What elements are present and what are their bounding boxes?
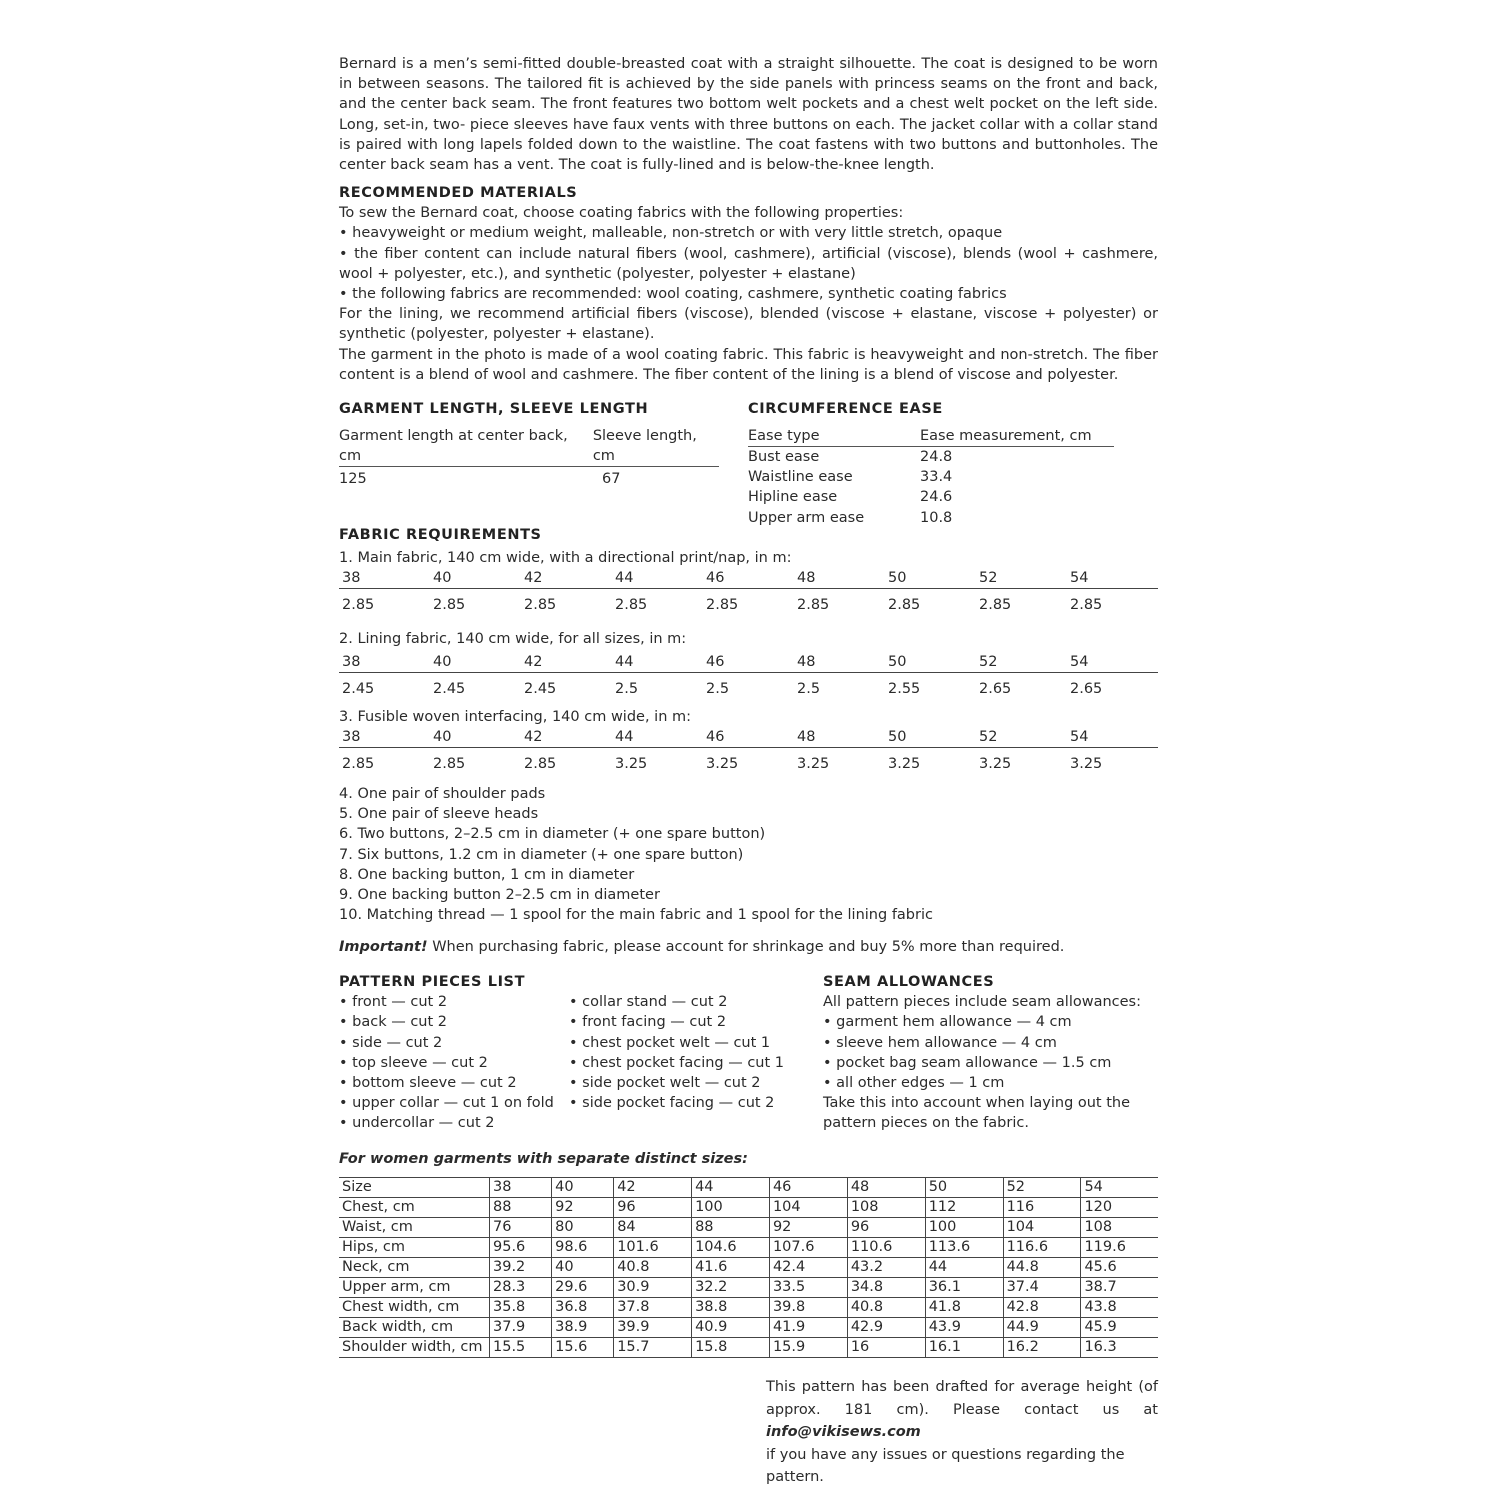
ease-row — [748, 467, 1158, 487]
size-cell: 44 — [615, 729, 634, 745]
size-chart-cell: 28.3 — [490, 1278, 552, 1298]
size-chart-cell: 16.2 — [1003, 1338, 1081, 1358]
important-label: Important! — [339, 939, 428, 955]
contact-email-link[interactable]: info@vikisews.com — [766, 1424, 921, 1441]
size-chart-cell: 54 — [1081, 1178, 1158, 1198]
seam-line: pattern pieces on the fabric. — [823, 1115, 1029, 1132]
garment-length-row — [339, 469, 719, 489]
size-cell: 48 — [797, 729, 816, 745]
value-cell: 3.25 — [1070, 756, 1103, 772]
pattern-piece: • side — cut 2 — [339, 1034, 443, 1051]
size-chart-cell: 16 — [847, 1338, 925, 1358]
fabric-section — [339, 525, 1158, 774]
ease-value: 24.6 — [920, 489, 953, 506]
size-chart-label: Size — [339, 1178, 490, 1198]
pattern-piece: • side pocket welt — cut 2 — [569, 1075, 761, 1092]
seam-line: • garment hem allowance — 4 cm — [823, 1014, 1072, 1031]
pattern-piece: • top sleeve — cut 2 — [339, 1054, 488, 1071]
size-chart-cell: 92 — [769, 1218, 847, 1238]
ease-heading: CIRCUMFERENCE EASE — [748, 401, 943, 417]
size-chart-cell: 15.6 — [552, 1338, 614, 1358]
pattern-pieces-col2 — [569, 992, 784, 1133]
size-cell: 50 — [888, 654, 907, 670]
notion-item: 6. Two buttons, 2–2.5 cm in diameter (+ one spare button) — [339, 826, 766, 843]
size-chart-cell: 38.7 — [1081, 1278, 1158, 1298]
size-chart-label: Waist, cm — [339, 1218, 490, 1238]
materials-line: To sew the Bernard coat, choose coating fabrics with the following properties: — [339, 205, 904, 222]
size-cell: 46 — [706, 654, 725, 670]
size-chart-cell: 41.8 — [925, 1298, 1003, 1318]
ease-row — [748, 487, 1158, 507]
size-cell: 42 — [524, 570, 543, 586]
value-cell: 2.85 — [433, 756, 466, 772]
garment-length-section — [339, 399, 719, 489]
size-chart-cell: 112 — [925, 1198, 1003, 1218]
garment-length-heading: GARMENT LENGTH, SLEEVE LENGTH — [339, 401, 649, 417]
footer-line: if you have any issues or questions regarding the pattern. — [766, 1446, 1125, 1486]
value-cell: 2.5 — [706, 681, 730, 697]
fabric-sizes-row — [339, 727, 1158, 748]
size-chart-cell: 98.6 — [552, 1238, 614, 1258]
size-chart-row — [339, 1178, 1158, 1198]
size-chart-label: Upper arm, cm — [339, 1278, 490, 1298]
size-chart-cell: 38.9 — [552, 1318, 614, 1338]
pattern-piece: • front — cut 2 — [339, 994, 448, 1011]
size-chart-cell: 104 — [1003, 1218, 1081, 1238]
value-cell: 2.65 — [1070, 681, 1103, 697]
pattern-pieces-col1 — [339, 992, 569, 1133]
pattern-pieces-heading: PATTERN PIECES LIST — [339, 974, 526, 990]
value-cell: 2.65 — [979, 681, 1012, 697]
sleeve-length-col: Sleeve length, cm — [592, 428, 697, 464]
size-chart-cell: 44.8 — [1003, 1258, 1081, 1278]
size-chart-label: Shoulder width, cm — [339, 1338, 490, 1358]
size-chart-cell: 39.8 — [769, 1298, 847, 1318]
size-chart-cell: 42 — [614, 1178, 692, 1198]
size-chart-cell: 36.1 — [925, 1278, 1003, 1298]
value-cell: 2.85 — [433, 597, 466, 613]
footer-line: This pattern has been drafted for average height (of — [766, 1379, 1158, 1395]
fabric-group-title: 3. Fusible woven interfacing, 140 cm wide, in m: — [339, 709, 692, 725]
ease-measure-col: Ease measurement, cm — [920, 428, 1092, 444]
size-chart-cell: 40 — [552, 1178, 614, 1198]
size-chart-label: Chest width, cm — [339, 1298, 490, 1318]
size-chart-cell: 36.8 — [552, 1298, 614, 1318]
size-chart-cell: 35.8 — [490, 1298, 552, 1318]
value-cell: 3.25 — [979, 756, 1012, 772]
value-cell: 3.25 — [797, 756, 830, 772]
fabric-heading: FABRIC REQUIREMENTS — [339, 527, 542, 543]
size-chart-cell: 95.6 — [490, 1238, 552, 1258]
size-chart-cell: 101.6 — [614, 1238, 692, 1258]
size-chart-label: Hips, cm — [339, 1238, 490, 1258]
size-chart-cell: 92 — [552, 1198, 614, 1218]
size-cell: 42 — [524, 729, 543, 745]
important-text: When purchasing fabric, please account for shrinkage and buy 5% more than required. — [427, 939, 1065, 955]
value-cell: 2.5 — [615, 681, 639, 697]
size-chart-cell: 29.6 — [552, 1278, 614, 1298]
size-chart-cell: 37.4 — [1003, 1278, 1081, 1298]
size-cell: 50 — [888, 729, 907, 745]
pattern-piece: • chest pocket facing — cut 1 — [569, 1054, 785, 1071]
notion-item: 10. Matching thread — 1 spool for the main fabric and 1 spool for the lining fabric — [339, 907, 933, 924]
size-cell: 38 — [342, 654, 361, 670]
size-chart-cell: 96 — [614, 1198, 692, 1218]
size-chart-label: Back width, cm — [339, 1318, 490, 1338]
intro-paragraph: Bernard is a men’s semi-fitted double-breasted coat with a straight silhouette. The coat is designed to be worn in between seasons. The tailored fit is achieved by the side panels with princess seams on the front and back, and the center back seam. The front features two bottom welt pockets and a chest welt pocket on the left side. Long, set-in, two- piece sleeves have faux vents with three buttons on each. The jacket collar with a collar stand is paired with long lapels folded down to the waistline. The coat fastens with two buttons and buttonholes. The center back seam has a vent. The coat is fully-lined and is below-the-knee length. — [339, 56, 1158, 174]
value-cell: 3.25 — [706, 756, 739, 772]
size-chart-heading: For women garments with separate distinct sizes: — [339, 1151, 748, 1167]
materials-line: The garment in the photo is made of a wool coating fabric. This fabric is heavyweight and non-stretch. The fiber content is a blend of wool and cashmere. The fiber content of the lining is a blend of viscose and polyester. — [339, 346, 1158, 383]
size-chart-cell: 76 — [490, 1218, 552, 1238]
notion-item: 7. Six buttons, 1.2 cm in diameter (+ one spare button) — [339, 846, 744, 863]
size-cell: 52 — [979, 570, 998, 586]
value-cell: 2.85 — [1070, 597, 1103, 613]
pattern-piece: • front facing — cut 2 — [569, 1014, 727, 1031]
size-chart-cell: 80 — [552, 1218, 614, 1238]
size-chart-table — [339, 1177, 1158, 1358]
size-chart-cell: 113.6 — [925, 1238, 1003, 1258]
size-cell: 40 — [433, 570, 452, 586]
size-chart-cell: 50 — [925, 1178, 1003, 1198]
size-cell: 40 — [433, 729, 452, 745]
fabric-values-row — [339, 595, 1158, 615]
ease-row — [748, 447, 1158, 467]
size-chart-cell: 100 — [925, 1218, 1003, 1238]
size-chart-cell: 104 — [769, 1198, 847, 1218]
sleeve-length-value: 67 — [602, 471, 621, 487]
footer-text: approx. 181 cm). Please contact us at — [766, 1401, 1158, 1418]
notion-item: 8. One backing button, 1 cm in diameter — [339, 866, 635, 883]
materials-line: • the following fabrics are recommended: wool coating, cashmere, synthetic coating fabrics — [339, 286, 1007, 303]
size-chart-row — [339, 1338, 1158, 1358]
size-chart-row — [339, 1238, 1158, 1258]
size-chart-cell: 37.8 — [614, 1298, 692, 1318]
size-chart-cell: 43.2 — [847, 1258, 925, 1278]
size-chart-cell: 15.9 — [769, 1338, 847, 1358]
size-chart-cell: 40.8 — [614, 1258, 692, 1278]
fabric-group-title: 2. Lining fabric, 140 cm wide, for all sizes, in m: — [339, 631, 687, 647]
size-chart-cell: 52 — [1003, 1178, 1081, 1198]
value-cell: 2.85 — [524, 597, 557, 613]
size-chart-cell: 32.2 — [692, 1278, 770, 1298]
pattern-piece: • undercollar — cut 2 — [339, 1115, 495, 1132]
pattern-piece: • collar stand — cut 2 — [569, 994, 728, 1011]
size-chart-cell: 116.6 — [1003, 1238, 1081, 1258]
size-chart-cell: 40 — [552, 1258, 614, 1278]
size-cell: 38 — [342, 570, 361, 586]
size-cell: 54 — [1070, 729, 1089, 745]
footer-line — [766, 1399, 1158, 1444]
value-cell: 2.85 — [342, 756, 375, 772]
size-cell: 40 — [433, 654, 452, 670]
ease-type: Upper arm ease — [748, 509, 865, 526]
size-chart-cell: 104.6 — [692, 1238, 770, 1258]
size-chart-cell: 46 — [769, 1178, 847, 1198]
size-chart-cell: 40.8 — [847, 1298, 925, 1318]
size-chart-cell: 42.4 — [769, 1258, 847, 1278]
size-chart-cell: 15.7 — [614, 1338, 692, 1358]
important-note — [339, 937, 1158, 957]
size-cell: 46 — [706, 729, 725, 745]
size-chart-cell: 45.9 — [1081, 1318, 1158, 1338]
size-cell: 54 — [1070, 570, 1089, 586]
size-chart-cell: 116 — [1003, 1198, 1081, 1218]
size-chart-row — [339, 1198, 1158, 1218]
size-chart-cell: 15.8 — [692, 1338, 770, 1358]
ease-value: 33.4 — [920, 469, 953, 486]
size-chart-section — [339, 1149, 1158, 1358]
size-chart-cell: 119.6 — [1081, 1238, 1158, 1258]
seam-section — [823, 972, 1158, 1134]
seam-heading: SEAM ALLOWANCES — [823, 974, 995, 990]
size-chart-cell: 88 — [490, 1198, 552, 1218]
size-cell: 52 — [979, 654, 998, 670]
value-cell: 2.55 — [888, 681, 921, 697]
seam-line: Take this into account when laying out the — [823, 1095, 1131, 1112]
ease-header — [748, 426, 1114, 447]
size-chart-cell: 100 — [692, 1198, 770, 1218]
materials-line: For the lining, we recommend artificial fibers (viscose), blended (viscose + elastane, viscose + polyester) or synthetic (polyester, polyester + elastane). — [339, 306, 1158, 343]
size-chart-row — [339, 1298, 1158, 1318]
size-chart-cell: 39.9 — [614, 1318, 692, 1338]
size-chart-cell: 16.1 — [925, 1338, 1003, 1358]
size-chart-cell: 108 — [1081, 1218, 1158, 1238]
value-cell: 2.85 — [524, 756, 557, 772]
fabric-sizes-row — [339, 568, 1158, 589]
ease-type: Waistline ease — [748, 469, 853, 486]
size-chart-cell: 110.6 — [847, 1238, 925, 1258]
notion-item: 4. One pair of shoulder pads — [339, 786, 546, 802]
size-cell: 44 — [615, 654, 634, 670]
value-cell: 2.45 — [524, 681, 557, 697]
size-chart-row — [339, 1258, 1158, 1278]
size-chart-cell: 43.9 — [925, 1318, 1003, 1338]
size-chart-cell: 107.6 — [769, 1238, 847, 1258]
size-chart-cell: 41.9 — [769, 1318, 847, 1338]
seam-line: • all other edges — 1 cm — [823, 1075, 1005, 1092]
materials-line: • heavyweight or medium weight, malleable, non-stretch or with very little stretch, opaque — [339, 225, 1003, 242]
notion-item: 9. One backing button 2–2.5 cm in diameter — [339, 887, 660, 904]
size-chart-row — [339, 1278, 1158, 1298]
size-chart-cell: 37.9 — [490, 1318, 552, 1338]
fabric-group-title: 1. Main fabric, 140 cm wide, with a directional print/nap, in m: — [339, 550, 792, 566]
footer-note — [766, 1376, 1158, 1489]
size-chart-cell: 84 — [614, 1218, 692, 1238]
size-chart-cell: 45.6 — [1081, 1258, 1158, 1278]
pattern-piece: • bottom sleeve — cut 2 — [339, 1075, 517, 1092]
ease-section — [748, 399, 1158, 528]
value-cell: 2.85 — [888, 597, 921, 613]
size-chart-cell: 43.8 — [1081, 1298, 1158, 1318]
value-cell: 2.85 — [797, 597, 830, 613]
size-chart-cell: 34.8 — [847, 1278, 925, 1298]
size-cell: 44 — [615, 570, 634, 586]
size-chart-label: Chest, cm — [339, 1198, 490, 1218]
seam-line: All pattern pieces include seam allowances: — [823, 994, 1142, 1011]
size-chart-row — [339, 1218, 1158, 1238]
size-chart-cell: 88 — [692, 1218, 770, 1238]
size-cell: 48 — [797, 654, 816, 670]
size-chart-cell: 44 — [925, 1258, 1003, 1278]
ease-value: 24.8 — [920, 449, 953, 465]
size-chart-cell: 108 — [847, 1198, 925, 1218]
size-chart-cell: 96 — [847, 1218, 925, 1238]
size-chart-cell: 33.5 — [769, 1278, 847, 1298]
ease-value: 10.8 — [920, 509, 953, 526]
size-chart-cell: 30.9 — [614, 1278, 692, 1298]
seam-line: • pocket bag seam allowance — 1.5 cm — [823, 1054, 1112, 1071]
size-chart-cell: 44 — [692, 1178, 770, 1198]
materials-line: • the fiber content can include natural fibers (wool, cashmere), artificial (viscose), blends (wool + cashmere, wool + polyester, etc.), and synthetic (polyester, polyester + elastane) — [339, 245, 1158, 282]
fabric-sizes-row — [339, 652, 1158, 673]
value-cell: 2.5 — [797, 681, 821, 697]
materials-heading: RECOMMENDED MATERIALS — [339, 185, 578, 201]
size-chart-cell: 41.6 — [692, 1258, 770, 1278]
value-cell: 2.85 — [979, 597, 1012, 613]
size-chart-cell: 16.3 — [1081, 1338, 1158, 1358]
size-chart-cell: 120 — [1081, 1198, 1158, 1218]
size-chart-cell: 40.9 — [692, 1318, 770, 1338]
fabric-values-row — [339, 754, 1158, 774]
pattern-piece: • back — cut 2 — [339, 1014, 448, 1031]
value-cell: 2.85 — [615, 597, 648, 613]
value-cell: 3.25 — [615, 756, 648, 772]
ease-type: Hipline ease — [748, 489, 838, 506]
size-cell: 46 — [706, 570, 725, 586]
fabric-values-row — [339, 679, 1158, 699]
garment-length-col: Garment length at center back, cm — [339, 428, 568, 464]
size-chart-cell: 39.2 — [490, 1258, 552, 1278]
size-chart-cell: 15.5 — [490, 1338, 552, 1358]
size-chart-row — [339, 1318, 1158, 1338]
size-chart-cell: 42.8 — [1003, 1298, 1081, 1318]
seam-line: • sleeve hem allowance — 4 cm — [823, 1034, 1057, 1051]
size-cell: 54 — [1070, 654, 1089, 670]
value-cell: 3.25 — [888, 756, 921, 772]
value-cell: 2.45 — [433, 681, 466, 697]
notions-list — [339, 784, 1158, 925]
ease-type: Bust ease — [748, 449, 820, 465]
size-cell: 48 — [797, 570, 816, 586]
pattern-piece: • upper collar — cut 1 on fold — [339, 1095, 554, 1112]
value-cell: 2.45 — [342, 681, 375, 697]
value-cell: 2.85 — [342, 597, 375, 613]
pattern-pieces-section — [339, 972, 809, 1134]
size-chart-cell: 38.8 — [692, 1298, 770, 1318]
size-chart-label: Neck, cm — [339, 1258, 490, 1278]
size-cell: 38 — [342, 729, 361, 745]
garment-length-value: 125 — [339, 471, 367, 487]
size-cell: 42 — [524, 654, 543, 670]
size-chart-cell: 44.9 — [1003, 1318, 1081, 1338]
value-cell: 2.85 — [706, 597, 739, 613]
size-cell: 50 — [888, 570, 907, 586]
ease-type-col: Ease type — [748, 428, 820, 444]
garment-length-header — [339, 426, 719, 467]
size-cell: 52 — [979, 729, 998, 745]
size-chart-cell: 38 — [490, 1178, 552, 1198]
size-chart-cell: 48 — [847, 1178, 925, 1198]
size-chart-cell: 42.9 — [847, 1318, 925, 1338]
pattern-piece: • side pocket facing — cut 2 — [569, 1095, 775, 1112]
notion-item: 5. One pair of sleeve heads — [339, 806, 539, 823]
pattern-piece: • chest pocket welt — cut 1 — [569, 1034, 771, 1051]
